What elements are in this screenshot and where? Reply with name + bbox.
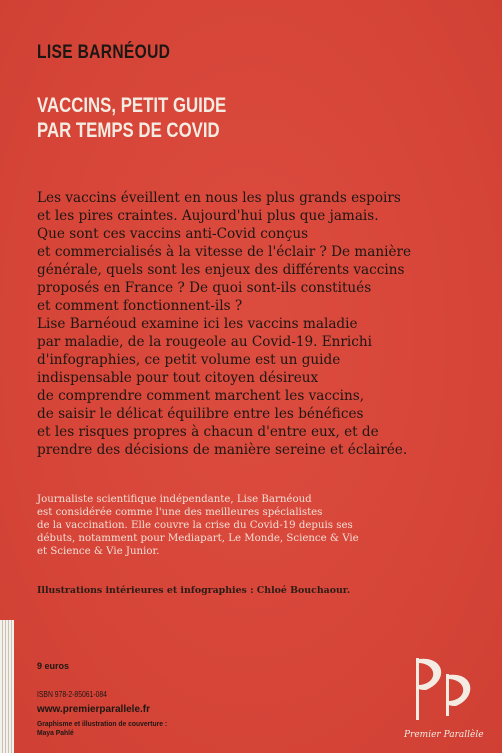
book-title bbox=[37, 93, 293, 143]
bio-line: est considérée comme l'une des meilleures spécialistes bbox=[37, 507, 323, 518]
illustration-credits: Illustrations intérieures et infographies : Chloé Bouchaour. bbox=[37, 585, 351, 596]
blurb-line: et les risques propres à chacun d'entre eux, et de bbox=[37, 424, 379, 440]
blurb-line: et comment fonctionnent-ils ? bbox=[37, 298, 243, 314]
blurb-line: générale, quels sont les enjeux des différents vaccins bbox=[37, 262, 405, 278]
blurb-line: indispensable pour tout citoyen désireux bbox=[37, 370, 319, 386]
bio-line: Journaliste scientifique indépendante, Lise Barnéoud bbox=[37, 494, 312, 505]
blurb-line: par maladie, de la rougeole au Covid-19. Enrichi bbox=[37, 334, 372, 350]
isbn-number: ISBN 978-2-85061-084 bbox=[37, 690, 107, 699]
blurb-line: prendre des décisions de manière sereine et éclairée. bbox=[37, 442, 408, 458]
blurb-line: et commercialisés à la vitesse de l'éclair ? De manière bbox=[37, 244, 412, 260]
blurb-line: de saisir le délicat équilibre entre les bénéfices bbox=[37, 406, 364, 422]
author-name: LISE BARNÉOUD bbox=[37, 42, 171, 63]
barcode bbox=[0, 620, 14, 753]
title-line: VACCINS, PETIT GUIDE bbox=[37, 94, 227, 117]
publisher-url: www.premierparallele.fr bbox=[37, 704, 151, 715]
blurb-line: de comprendre comment marchent les vaccins, bbox=[37, 388, 365, 404]
design-credit-line: Graphisme et illustration de couverture : bbox=[37, 719, 168, 728]
author-bio bbox=[37, 493, 367, 558]
blurb-line: Que sont ces vaccins anti-Covid conçus bbox=[37, 226, 309, 242]
blurb-line: Les vaccins éveillent en nous les plus grands espoirs bbox=[37, 190, 401, 206]
title-line: PAR TEMPS DE COVID bbox=[37, 119, 220, 142]
blurb-line: proposés en France ? De quoi sont-ils constitués bbox=[37, 280, 372, 296]
price-label: 9 euros bbox=[37, 661, 70, 671]
blurb-line: d'infographies, ce petit volume est un guide bbox=[37, 352, 341, 368]
bio-line: de la vaccination. Elle couvre la crise du Covid-19 depuis ses bbox=[37, 520, 353, 531]
publisher-logo-icon bbox=[402, 650, 482, 725]
bio-line: et Science & Vie Junior. bbox=[37, 546, 160, 557]
blurb-line: Lise Barnéoud examine ici les vaccins maladie bbox=[37, 316, 358, 332]
publisher-name: Premier Parallèle bbox=[404, 730, 484, 740]
design-credit-line: Maya Pahlé bbox=[37, 728, 74, 737]
cover-design-credit bbox=[37, 719, 167, 737]
bio-line: débuts, notamment pour Mediapart, Le Monde, Science & Vie bbox=[37, 533, 359, 544]
blurb-line: et les pires craintes. Aujourd'hui plus que jamais. bbox=[37, 208, 379, 224]
blurb-text bbox=[37, 189, 467, 459]
